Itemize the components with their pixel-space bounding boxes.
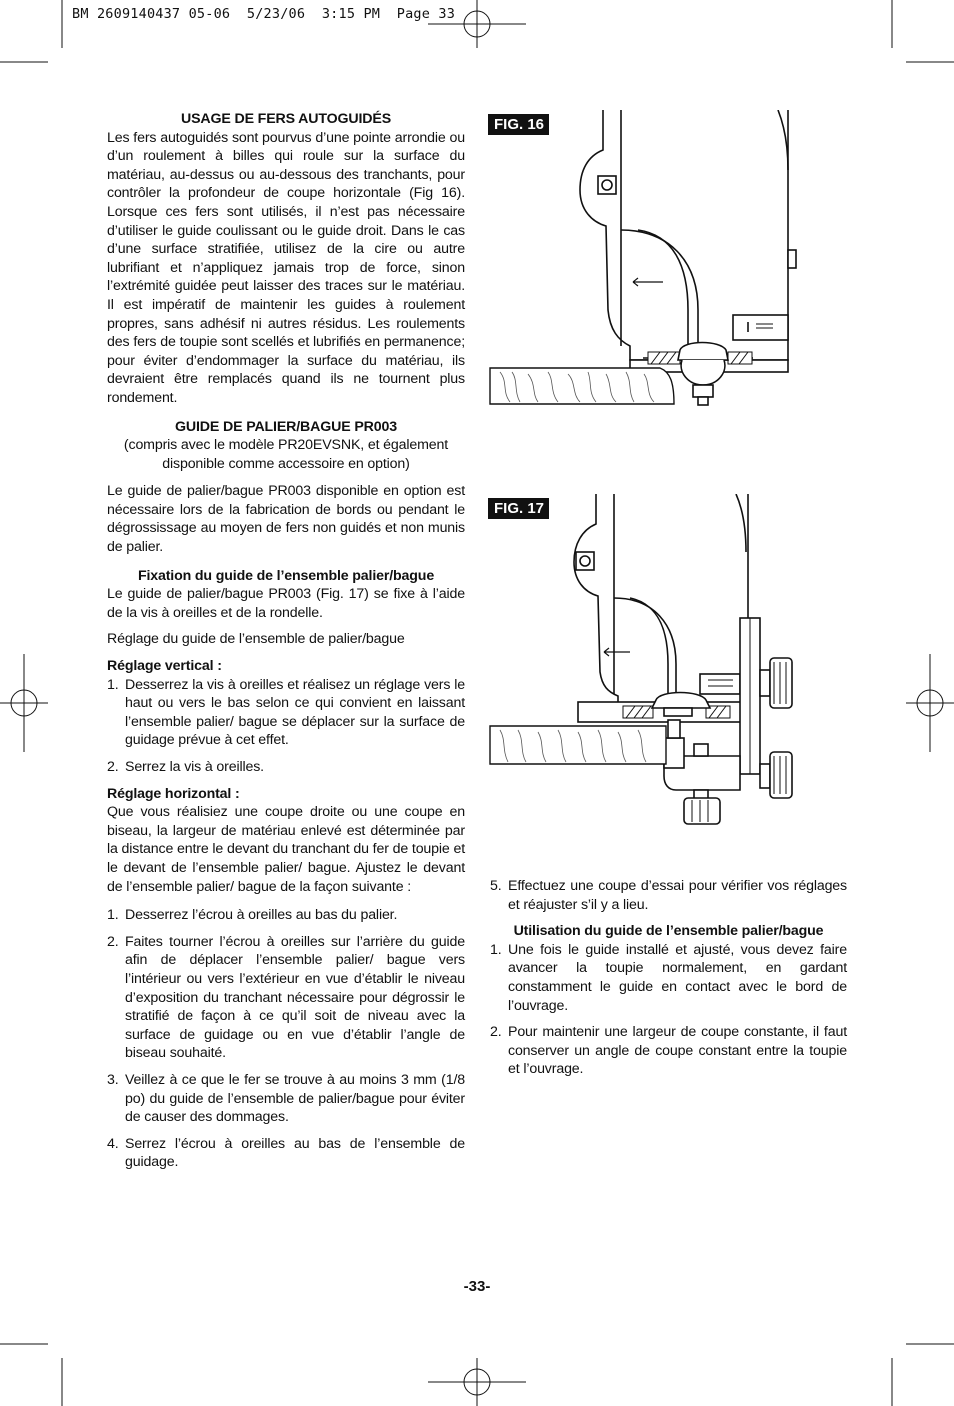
list-item: 2. Pour maintenir une largeur de coupe constante, il faut conserver un angle de coupe constant entre la toupie et l’ouvrage. xyxy=(490,1024,847,1078)
bearing-guide-paragraph: Le guide de palier/bague PR003 disponible en option est nécessaire lors de la fabrication de bords ou pendant le dégrossissage au moyen de fers non guidés et non munis de palier. xyxy=(107,483,465,556)
horizontal-paragraph: Que vous réalisiez une coupe droite ou une coupe en biseau, la largeur de matériau enlevé est déterminée par la distance entre le devant du tranchant du fer de toupie et le devant de l’ensemble palier/ bague. Ajustez le devant de l’ensemble palier/ bague de la façon suivante : xyxy=(107,804,465,895)
self-guided-bits-paragraph: Les fers autoguidés sont pourvus d’une pointe arrondie ou d’un roulement à billes qui roule sur la surface du matériau, au-dessus ou au-dessous des tranchants, pour contrôler la profondeur de coupe horizontale (Fig 16). Lorsque ces fers sont utilisés, il n’est pas nécessaire d’utiliser le guide coulissant ou le guide droit. Dans le cas d’une surface stratifiée, utilisez de la cire ou autre lubrifiant et n’appliquez jamais trop de force, sinon l’extrémité guidée peut laisser des traces sur le matériau. Il est impératif de maintenir les guides à roulement propres, sans adhésif ni autres résidus. Les roulements des fers de toupie sont scellés et lubrifiés en permanence; pour éviter d’endommager la surface du matériau, ils devraient être remplacés quand ils ne tournent plus rondement. xyxy=(107,129,465,406)
section-title-horizontal: Réglage horizontal : xyxy=(107,785,240,802)
registration-mark-top xyxy=(428,0,526,48)
list-item: 5. Effectuez une coupe d’essai pour vérifier vos réglages et réajuster s’il y a lieu. xyxy=(490,878,847,913)
registration-mark-left xyxy=(0,654,48,752)
right-column xyxy=(490,877,847,1087)
section-title-usage: Utilisation du guide de l’ensemble palier/bague xyxy=(513,923,824,940)
registration-mark-bottom xyxy=(428,1358,526,1406)
section-title-attachment: Fixation du guide de l’ensemble palier/bague xyxy=(137,567,435,584)
fig17-label: FIG. 17 xyxy=(488,498,549,519)
vertical-steps xyxy=(107,676,465,777)
list-item: 4. Serrez l’écrou à oreilles au bas de l’ensemble de guidage. xyxy=(107,1135,465,1171)
attachment-paragraph: Le guide de palier/bague PR003 (Fig. 17) se fixe à l’aide de la vis à oreilles et de la rondelle. xyxy=(107,586,465,621)
bearing-guide-subtitle: (compris avec le modèle PR20EVSNK, et également disponible comme accessoire en option) xyxy=(123,437,449,472)
page-number: -33- xyxy=(463,1278,491,1295)
list-item: 1. Desserrez l’écrou à oreilles au bas du palier. xyxy=(107,907,398,924)
fig17-illustration xyxy=(488,494,848,830)
horizontal-steps xyxy=(107,906,465,1172)
section-title-vertical: Réglage vertical : xyxy=(107,658,222,675)
test-cut-step xyxy=(490,877,847,914)
fig16-illustration xyxy=(488,110,848,410)
list-item: 2. Serrez la vis à oreilles. xyxy=(107,759,264,775)
list-item: 1. Une fois le guide installé et ajusté, vous devez faire avancer la toupie normalement, en gardant constamment le guide en contact avec le bord de l’ouvrage. xyxy=(490,941,847,1014)
fig16-label: FIG. 16 xyxy=(488,114,549,135)
section-title-self-guided-bits: USAGE DE FERS AUTOGUIDÉS xyxy=(180,111,392,127)
section-title-bearing-guide: GUIDE DE PALIER/BAGUE PR003 xyxy=(175,418,397,435)
adjustment-note: Réglage du guide de l’ensemble de palier/bague xyxy=(107,631,405,648)
list-item: 1. Desserrez la vis à oreilles et réalisez un réglage vers le haut ou vers le bas selon ce qui convient en laissant l’ensemble palier/ bague se déplacer sur la surface de guidage prévue à cet effet. xyxy=(107,676,465,749)
list-item: 2. Faites tourner l’écrou à oreilles sur l’arrière du guide afin de déplacer l’ensemble palier/ bague vers l’intérieur ou vers l’extérieur en vue d’établir le niveau d’exposition du tranchant nécessaire pour dégrossir le stratifié de façon à ce qu’il soit de niveau avec la surface de guidage ou en vue d’établir l’angle de biseau souhaité. xyxy=(107,933,465,1062)
registration-mark-right xyxy=(906,654,954,752)
left-column xyxy=(107,110,465,1180)
usage-steps xyxy=(490,941,847,1079)
list-item: 3. Veillez à ce que le fer se trouve à au moins 3 mm (1/8 po) du guide de l’ensemble de palier/bague pour éviter de causer des dommages. xyxy=(107,1071,465,1126)
print-slug: BM 2609140437 05-06 5/23/06 3:15 PM Page 33 xyxy=(72,6,456,22)
